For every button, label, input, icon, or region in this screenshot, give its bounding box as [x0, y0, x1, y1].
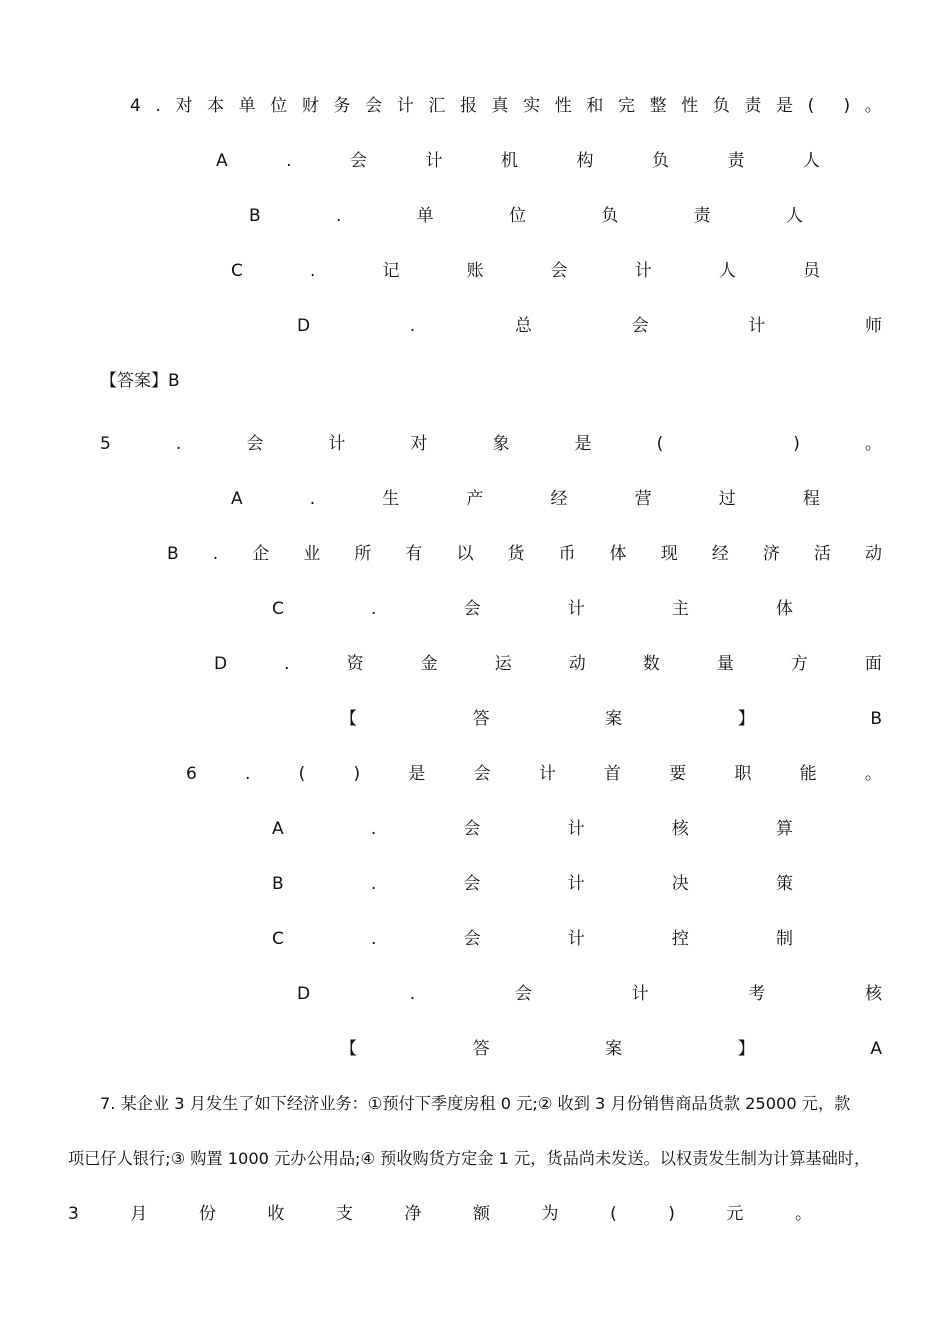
text-token: 人 — [802, 151, 820, 171]
text-token: 计 — [567, 819, 585, 839]
text-token: C — [231, 261, 243, 281]
text-token: 案 — [605, 1039, 623, 1059]
text-token: 报 — [459, 96, 477, 116]
text-token: 额 — [473, 1204, 491, 1224]
text-token: . — [335, 206, 342, 226]
text-token: 3 — [68, 1204, 79, 1224]
text-token: 过 — [718, 489, 736, 509]
text-token: 。 — [864, 434, 882, 454]
text-token: 核 — [671, 819, 689, 839]
q5-option-a — [231, 486, 820, 512]
text-token: . — [409, 316, 416, 336]
text-token: 汇 — [428, 96, 446, 116]
text-token: . — [245, 764, 251, 784]
text-token: 整 — [649, 96, 667, 116]
text-token: 。 — [864, 764, 882, 784]
text-token: 【 — [340, 1039, 357, 1059]
text-token: 对 — [410, 434, 428, 454]
text-token: ( — [298, 764, 306, 784]
text-token: 会 — [631, 316, 649, 336]
text-token: 会 — [365, 96, 383, 116]
text-token: 人 — [718, 261, 736, 281]
text-token: 运 — [494, 654, 512, 674]
text-token: 【 — [340, 709, 357, 729]
text-token: 性 — [554, 96, 572, 116]
text-token: 负 — [712, 96, 730, 116]
text-token: 核 — [864, 984, 882, 1004]
text-token: 会 — [514, 984, 532, 1004]
q5-option-b — [167, 541, 882, 567]
text-token: 活 — [813, 544, 831, 564]
text-token: 会 — [550, 261, 568, 281]
text-token: . — [309, 261, 316, 281]
text-token: 决 — [671, 874, 689, 894]
text-token: 性 — [681, 96, 699, 116]
text-token: . — [286, 151, 292, 171]
text-token: 答 — [472, 1039, 490, 1059]
text-token: ( — [610, 1204, 617, 1224]
q6-option-c — [272, 926, 793, 952]
text-token: 计 — [631, 984, 649, 1004]
text-token: 计 — [425, 151, 443, 171]
text-token: 6 — [186, 764, 197, 784]
text-token: A — [216, 151, 228, 171]
text-token: 计 — [328, 434, 346, 454]
text-token: D — [297, 984, 311, 1004]
text-token: . — [370, 874, 377, 894]
text-token: 首 — [604, 764, 622, 784]
text-token: 方 — [790, 654, 808, 674]
text-token: 要 — [669, 764, 687, 784]
question-7-line-2 — [68, 1146, 870, 1172]
text-token: 数 — [642, 654, 660, 674]
text-token: A — [870, 1039, 882, 1059]
text-token: 象 — [492, 434, 510, 454]
text-token: 会 — [463, 929, 481, 949]
text-token: 完 — [617, 96, 635, 116]
text-token: 制 — [775, 929, 793, 949]
text-token: 会 — [246, 434, 264, 454]
text-token: 月 — [130, 1204, 148, 1224]
text-token: 资 — [346, 654, 364, 674]
q6-answer — [340, 1036, 882, 1062]
text-token: 动 — [568, 654, 586, 674]
text-token: ( — [807, 96, 815, 116]
question-7-line-3 — [68, 1201, 812, 1227]
text-token: 为 — [541, 1204, 559, 1224]
text-token: 。 — [794, 1204, 812, 1224]
text-token: 是 — [408, 764, 426, 784]
text-token: 会 — [473, 764, 491, 784]
question-5-stem — [100, 431, 882, 457]
text-token: 产 — [466, 489, 484, 509]
text-token: 营 — [634, 489, 652, 509]
text-token: 货 — [507, 544, 525, 564]
text-token: B — [870, 709, 882, 729]
text-token: . — [284, 654, 290, 674]
text-token: 责 — [693, 206, 711, 226]
text-token: 以 — [456, 544, 474, 564]
text-token: ) — [668, 1204, 675, 1224]
text-token: 计 — [567, 874, 585, 894]
text-token: 计 — [567, 599, 585, 619]
text-token: 项已仔人银行;③ 购置 1000 元办公用品;④ 预收购货方定金 1 元，货品尚未发送。以权责发生制为计算基础时， — [68, 1149, 871, 1168]
text-token: 位 — [509, 206, 527, 226]
q5-option-d — [214, 651, 882, 677]
text-token: 案 — [605, 709, 623, 729]
text-token: 净 — [404, 1204, 422, 1224]
text-token: 责 — [727, 151, 745, 171]
q4-option-d — [297, 313, 882, 339]
text-token: 生 — [382, 489, 400, 509]
text-token: 5 — [100, 434, 111, 454]
text-token: 对 — [175, 96, 193, 116]
text-token: . — [212, 544, 219, 564]
text-token: B — [272, 874, 284, 894]
text-token: 元 — [726, 1204, 744, 1224]
q5-option-c — [272, 596, 793, 622]
text-token: . — [371, 929, 377, 949]
text-token: 是 — [574, 434, 592, 454]
text-token: ) — [353, 764, 361, 784]
text-token: B — [167, 544, 179, 564]
text-token: 程 — [802, 489, 820, 509]
q6-option-d — [297, 981, 882, 1007]
text-token: 机 — [500, 151, 518, 171]
text-token: 负 — [601, 206, 619, 226]
text-token: 收 — [267, 1204, 285, 1224]
text-token: 会 — [463, 874, 481, 894]
text-token: 支 — [335, 1204, 353, 1224]
text-token: 位 — [270, 96, 288, 116]
text-token: 实 — [523, 96, 541, 116]
text-token: ( — [656, 434, 664, 454]
text-token: 计 — [538, 764, 556, 784]
text-token: 总 — [514, 316, 532, 336]
text-token: 本 — [207, 96, 225, 116]
text-token: 面 — [864, 654, 882, 674]
text-token: 控 — [671, 929, 689, 949]
text-token: 。 — [864, 96, 882, 116]
text-token: 份 — [198, 1204, 216, 1224]
q6-option-b — [272, 871, 793, 897]
text-token: 业 — [303, 544, 321, 564]
text-token: 能 — [799, 764, 817, 784]
q6-option-a — [272, 816, 793, 842]
text-token: 量 — [716, 654, 734, 674]
text-token: 体 — [775, 599, 793, 619]
text-token: 主 — [671, 599, 689, 619]
text-token: 单 — [238, 96, 256, 116]
text-token: 算 — [775, 819, 793, 839]
text-token: 币 — [558, 544, 576, 564]
text-token: 员 — [802, 261, 820, 281]
text-token: 务 — [333, 96, 351, 116]
text-token: 企 — [252, 544, 270, 564]
text-token: 单 — [416, 206, 434, 226]
text-token: . — [371, 599, 377, 619]
text-token: 和 — [586, 96, 604, 116]
text-token: . — [155, 96, 161, 116]
text-token: 4 — [130, 96, 141, 116]
text-token: 责 — [744, 96, 762, 116]
text-token: ) — [793, 434, 800, 454]
text-token: 账 — [466, 261, 484, 281]
q4-option-c — [231, 258, 820, 284]
text-token: 构 — [576, 151, 594, 171]
text-token: 策 — [775, 874, 793, 894]
text-token: 动 — [864, 544, 882, 564]
text-token: A — [272, 819, 284, 839]
text-token: A — [231, 489, 243, 509]
text-token: D — [214, 654, 228, 674]
text-token: 负 — [651, 151, 669, 171]
text-token: ) — [843, 96, 851, 116]
q4-answer — [100, 368, 180, 394]
text-token: . — [370, 819, 377, 839]
text-token: 考 — [748, 984, 766, 1004]
text-token: 济 — [762, 544, 780, 564]
text-token: 7. 某企业 3 月发生了如下经济业务：①预付下季度房租 0 元;② 收到 3 月份销售商品货款 25000 元，款 — [100, 1094, 851, 1113]
text-token: D — [297, 316, 311, 336]
text-token: 师 — [864, 316, 882, 336]
text-token: 【答案】B — [100, 371, 180, 391]
text-token: 】 — [737, 709, 755, 729]
text-token: . — [409, 984, 416, 1004]
text-token: 经 — [550, 489, 568, 509]
text-token: 会 — [350, 151, 368, 171]
text-token: 现 — [660, 544, 678, 564]
text-token: 经 — [711, 544, 729, 564]
text-token: 真 — [491, 96, 509, 116]
text-token: 所 — [354, 544, 372, 564]
q5-answer — [340, 706, 882, 732]
text-token: 会 — [463, 599, 481, 619]
question-7-line-1 — [100, 1091, 850, 1117]
text-token: 体 — [609, 544, 627, 564]
q4-option-b — [249, 203, 803, 229]
text-token: 人 — [785, 206, 803, 226]
text-token: 是 — [776, 96, 794, 116]
question-6-stem — [186, 761, 882, 787]
q4-option-a — [216, 148, 820, 174]
text-token: 财 — [301, 96, 319, 116]
text-token: 记 — [382, 261, 400, 281]
text-token: 计 — [748, 316, 766, 336]
text-token: 计 — [634, 261, 652, 281]
text-token: . — [309, 489, 316, 509]
question-4-stem — [130, 93, 882, 119]
text-token: 会 — [463, 819, 481, 839]
text-token: B — [249, 206, 261, 226]
text-token: . — [175, 434, 182, 454]
text-token: 职 — [734, 764, 752, 784]
text-token: 计 — [567, 929, 585, 949]
text-token: 有 — [405, 544, 423, 564]
text-token: C — [272, 929, 284, 949]
text-token: 金 — [420, 654, 438, 674]
text-token: 答 — [472, 709, 490, 729]
text-token: C — [272, 599, 284, 619]
text-token: 计 — [396, 96, 414, 116]
text-token: 】 — [737, 1039, 755, 1059]
